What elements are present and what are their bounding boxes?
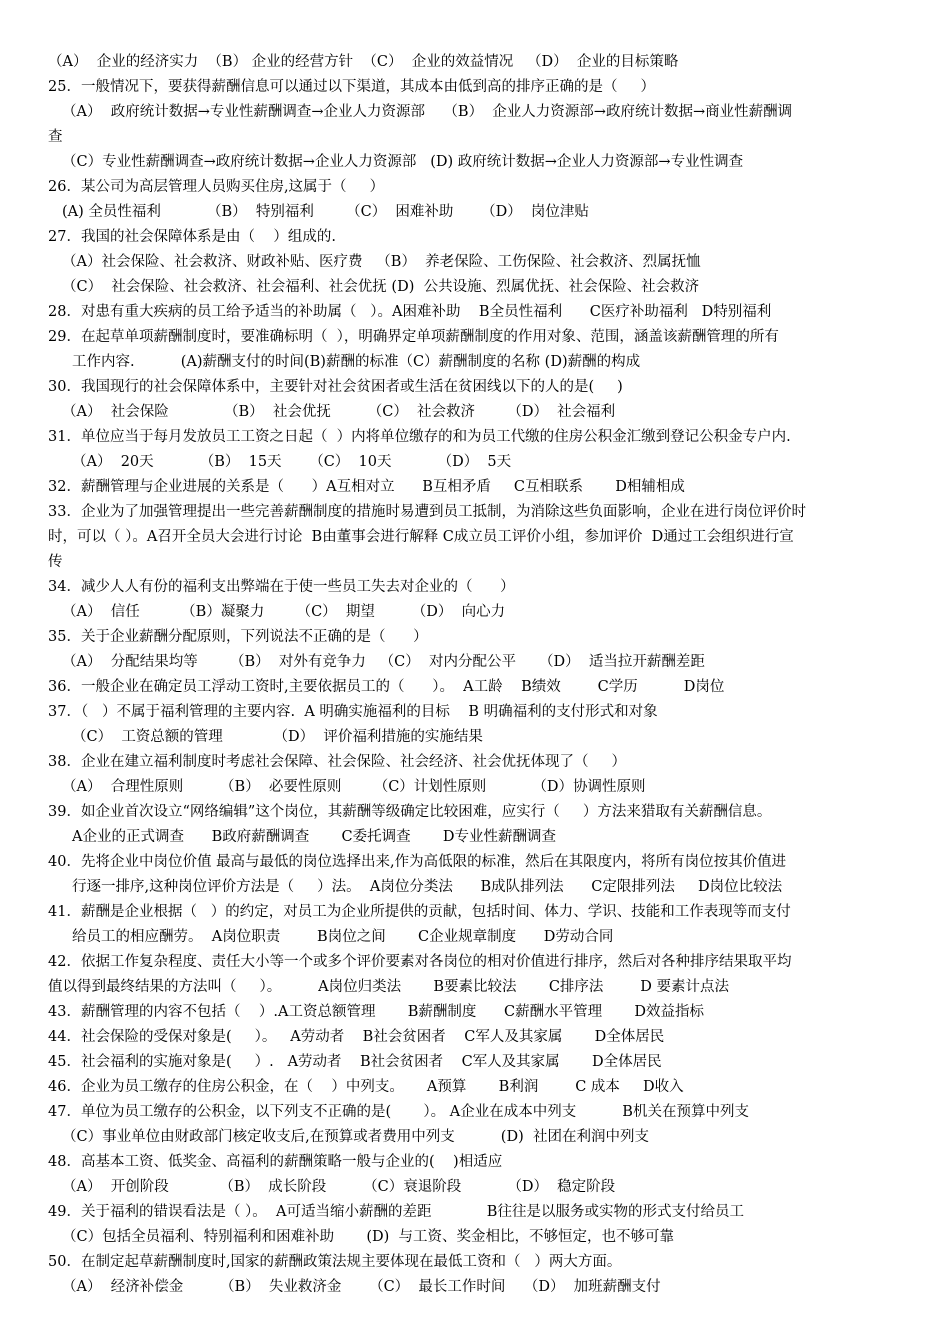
text-line: （A） 合理性原则 （B） 必要性原则 （C）计划性原则 （D）协调性原则 (62, 779, 646, 795)
text-line: 43．薪酬管理的内容不包括（ ）.A工资总额管理 B薪酬制度 C薪酬水平管理 D效益指标 (48, 1004, 705, 1020)
text-line: （A） 20天 （B） 15天 （C） 10天 （D） 5天 (72, 454, 512, 470)
text-line: 37．（ ）不属于福利管理的主要内容. A 明确实施福利的目标 B 明确福利的支付形式和对象 (48, 704, 658, 720)
text-line: 给员工的相应酬劳。 A岗位职责 B岗位之间 C企业规章制度 D劳动合同 (72, 929, 614, 945)
text-line: 50．在制定起草薪酬制度时,国家的薪酬政策法规主要体现在最低工资和（ ）两大方面。 (48, 1254, 622, 1270)
text-line: 行逐一排序,这种岗位评价方法是（ ）法。 A岗位分类法 B成队排列法 C定限排列法 D岗位比较法 (72, 879, 783, 895)
text-line: （A） 分配结果均等 （B） 对外有竞争力 （C） 对内分配公平 （D） 适当拉开薪酬差距 (62, 654, 705, 670)
text-line: 40．先将企业中岗位价值 最高与最低的岗位选择出来,作为高低限的标准，然后在其限度内，将所有岗位按其价值进 (48, 854, 787, 870)
text-line: 34．减少人人有份的福利支出弊端在于使一些员工失去对企业的（ ） (48, 579, 515, 595)
text-line: 47．单位为员工缴存的公积金，以下列支不正确的是( ）。 A企业在成本中列支 B机关在预算中列支 (48, 1104, 749, 1120)
text-line: 45．社会福利的实施对象是( ）. A劳动者 B社会贫困者 C军人及其家属 D全体居民 (48, 1054, 662, 1070)
text-line: 28．对患有重大疾病的员工给予适当的补助属（ ）。A困难补助 B全员性福利 C医疗补助福利 D特别福利 (48, 304, 772, 320)
text-line: (A) 全员性福利 （B） 特别福利 （C） 困难补助 （D） 岗位津贴 (62, 204, 589, 220)
text-line: 41．薪酬是企业根据（ ）的约定，对员工为企业所提供的贡献，包括时间、体力、学识、技能和工作表现等而支付 (48, 904, 791, 920)
text-line: 38．企业在建立福利制度时考虑社会保障、社会保险、社会经济、社会优抚体现了（ ） (48, 754, 626, 770)
text-line: （C）专业性薪酬调查→政府统计数据→企业人力资源部 (D) 政府统计数据→企业人力资源部→专业性调查 (62, 154, 744, 170)
text-line: 44．社会保险的受保对象是( ）。 A劳动者 B社会贫困者 C军人及其家属 D全体居民 (48, 1029, 665, 1045)
text-line: （C）事业单位由财政部门核定收支后,在预算或者费用中列支 (D) 社团在利润中列支 (62, 1129, 649, 1145)
text-line: 工作内容. (A)薪酬支付的时间(B)薪酬的标准（C）薪酬制度的名称 (D)薪酬的构成 (72, 354, 641, 370)
text-line: 25．一般情况下，要获得薪酬信息可以通过以下渠道，其成本由低到高的排序正确的是（ ） (48, 79, 655, 95)
text-line: 33．企业为了加强管理提出一些完善薪酬制度的措施时易遭到员工抵制，为消除这些负面影响，企业在进行岗位评价时 (48, 504, 806, 520)
text-line: A企业的正式调查 B政府薪酬调查 C委托调查 D专业性薪酬调查 (72, 829, 557, 845)
text-line: （A） 开创阶段 （B） 成长阶段 （C）衰退阶段 （D） 稳定阶段 (62, 1179, 616, 1195)
text-line: （A） 政府统计数据→专业性薪酬调查→企业人力资源部 （B） 企业人力资源部→政府统计数据→商业性薪酬调 (62, 104, 793, 120)
text-line: 26．某公司为高层管理人员购买住房,这属于（ ） (48, 179, 385, 195)
text-line: （A） 社会保险 （B） 社会优抚 （C） 社会救济 （D） 社会福利 (62, 404, 616, 420)
text-line: （C）包括全员福利、特别福利和困难补助 (D) 与工资、奖金相比，不够恒定，也不够可靠 (62, 1229, 675, 1245)
text-line: （A）社会保险、社会救济、财政补贴、医疗费 （B） 养老保险、工伤保险、社会救济、烈属抚恤 (62, 254, 701, 270)
text-line: （C） 工资总额的管理 （D） 评价福利措施的实施结果 (72, 729, 483, 745)
text-line: 查 (48, 129, 63, 145)
text-line: 39．如企业首次设立“网络编辑”这个岗位，其薪酬等级确定比较困难，应实行（ ）方法来猎取有关薪酬信息。 (48, 804, 772, 820)
text-line: 36．一般企业在确定员工浮动工资时,主要依据员工的（ ）。 A工龄 B绩效 C学历 D岗位 (48, 679, 725, 695)
text-line: 时，可以（ ）。A召开全员大会进行讨论 B由董事会进行解释 C成立员工评价小组，参加评价 D通过工会组织进行宣 (48, 529, 794, 545)
text-line: 32．薪酬管理与企业进展的关系是（ ）A互相对立 B互相矛盾 C互相联系 D相辅相成 (48, 479, 685, 495)
text-line: 27．我国的社会保障体系是由（ ）组成的. (48, 229, 336, 245)
text-line: 传 (48, 554, 63, 570)
text-line: 49．关于福利的错误看法是（ ）。 A可适当缩小薪酬的差距 B往往是以服务或实物的形式支付给员工 (48, 1204, 744, 1220)
text-line: （C） 社会保险、社会救济、社会福利、社会优抚 (D) 公共设施、烈属优抚、社会保险、社会救济 (62, 279, 700, 295)
question-list (48, 50, 910, 1300)
text-line: （A） 信任 （B）凝聚力 （C） 期望 （D） 向心力 (62, 604, 506, 620)
text-line: （A） 经济补偿金 （B） 失业救济金 （C） 最长工作时间 （D） 加班薪酬支付 (62, 1279, 661, 1295)
text-line: 35．关于企业薪酬分配原则，下列说法不正确的是（ ） (48, 629, 428, 645)
text-line: 29．在起草单项薪酬制度时，要准确标明（ ），明确界定单项薪酬制度的作用对象、范围，涵盖该薪酬管理的所有 (48, 329, 779, 345)
text-line: 30．我国现行的社会保障体系中，主要针对社会贫困者或生活在贫困线以下的人的是( ) (48, 379, 623, 395)
text-line: 46．企业为员工缴存的住房公积金，在（ ）中列支。 A预算 B利润 C 成本 D收入 (48, 1079, 684, 1095)
text-line: 42．依据工作复杂程度、责任大小等一个或多个评价要素对各岗位的相对价值进行排序，然后对各种排序结果取平均 (48, 954, 792, 970)
text-line: 31．单位应当于每月发放员工工资之日起（ ）内将单位缴存的和为员工代缴的住房公积金汇缴到登记公积金专户内. (48, 429, 791, 445)
text-line: 48．高基本工资、低奖金、高福利的薪酬策略一般与企业的( )相适应 (48, 1154, 503, 1170)
text-line: 值以得到最终结果的方法叫（ ）。 A岗位归类法 B要素比较法 C排序法 D 要素计点法 (48, 979, 730, 995)
text-line: （A） 企业的经济实力 （B） 企业的经营方针 （C） 企业的效益情况 （D） 企业的目标策略 (48, 54, 679, 70)
